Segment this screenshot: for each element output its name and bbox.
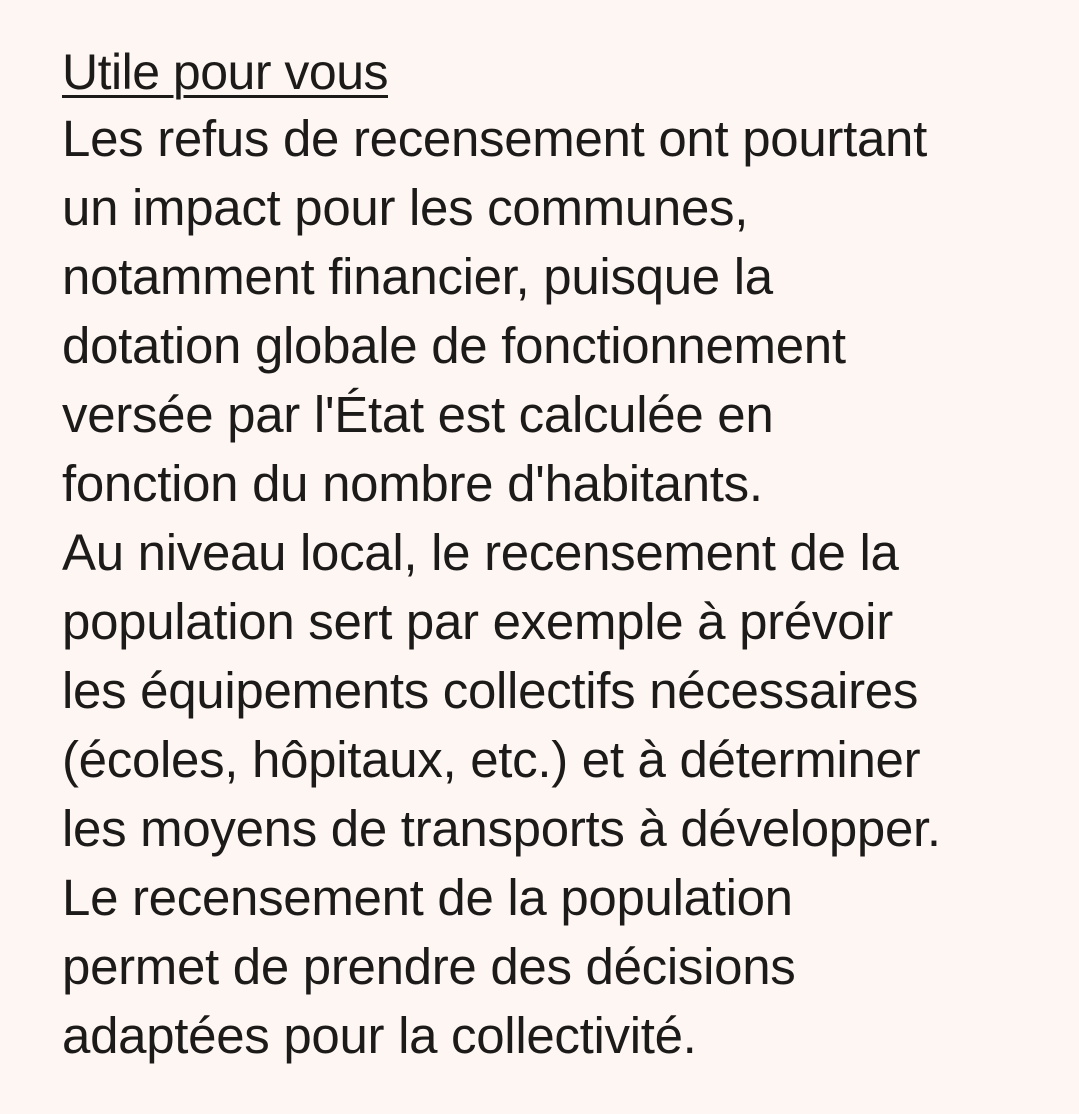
body-line: permet de prendre des décisions: [62, 938, 796, 995]
body-line: (écoles, hôpitaux, etc.) et à déterminer: [62, 731, 921, 788]
body-line: un impact pour les communes,: [62, 179, 749, 236]
body-line: notamment financier, puisque la: [62, 248, 773, 305]
body-line: adaptées pour la collectivité.: [62, 1007, 697, 1064]
body-line: population sert par exemple à prévoir: [62, 593, 893, 650]
body-text: [62, 104, 1052, 1070]
section-title-link[interactable]: Utile pour vous: [62, 44, 388, 100]
body-line: les équipements collectifs nécessaires: [62, 662, 919, 719]
body-line: versée par l'État est calculée en: [62, 386, 774, 443]
body-line: les moyens de transports à développer.: [62, 800, 941, 857]
body-line: dotation globale de fonctionnement: [62, 317, 846, 374]
info-card: [62, 40, 1052, 1070]
body-line: Les refus de recensement ont pourtant: [62, 110, 927, 167]
body-line: Le recensement de la population: [62, 869, 793, 926]
body-line: Au niveau local, le recensement de la: [62, 524, 899, 581]
body-line: fonction du nombre d'habitants.: [62, 455, 763, 512]
